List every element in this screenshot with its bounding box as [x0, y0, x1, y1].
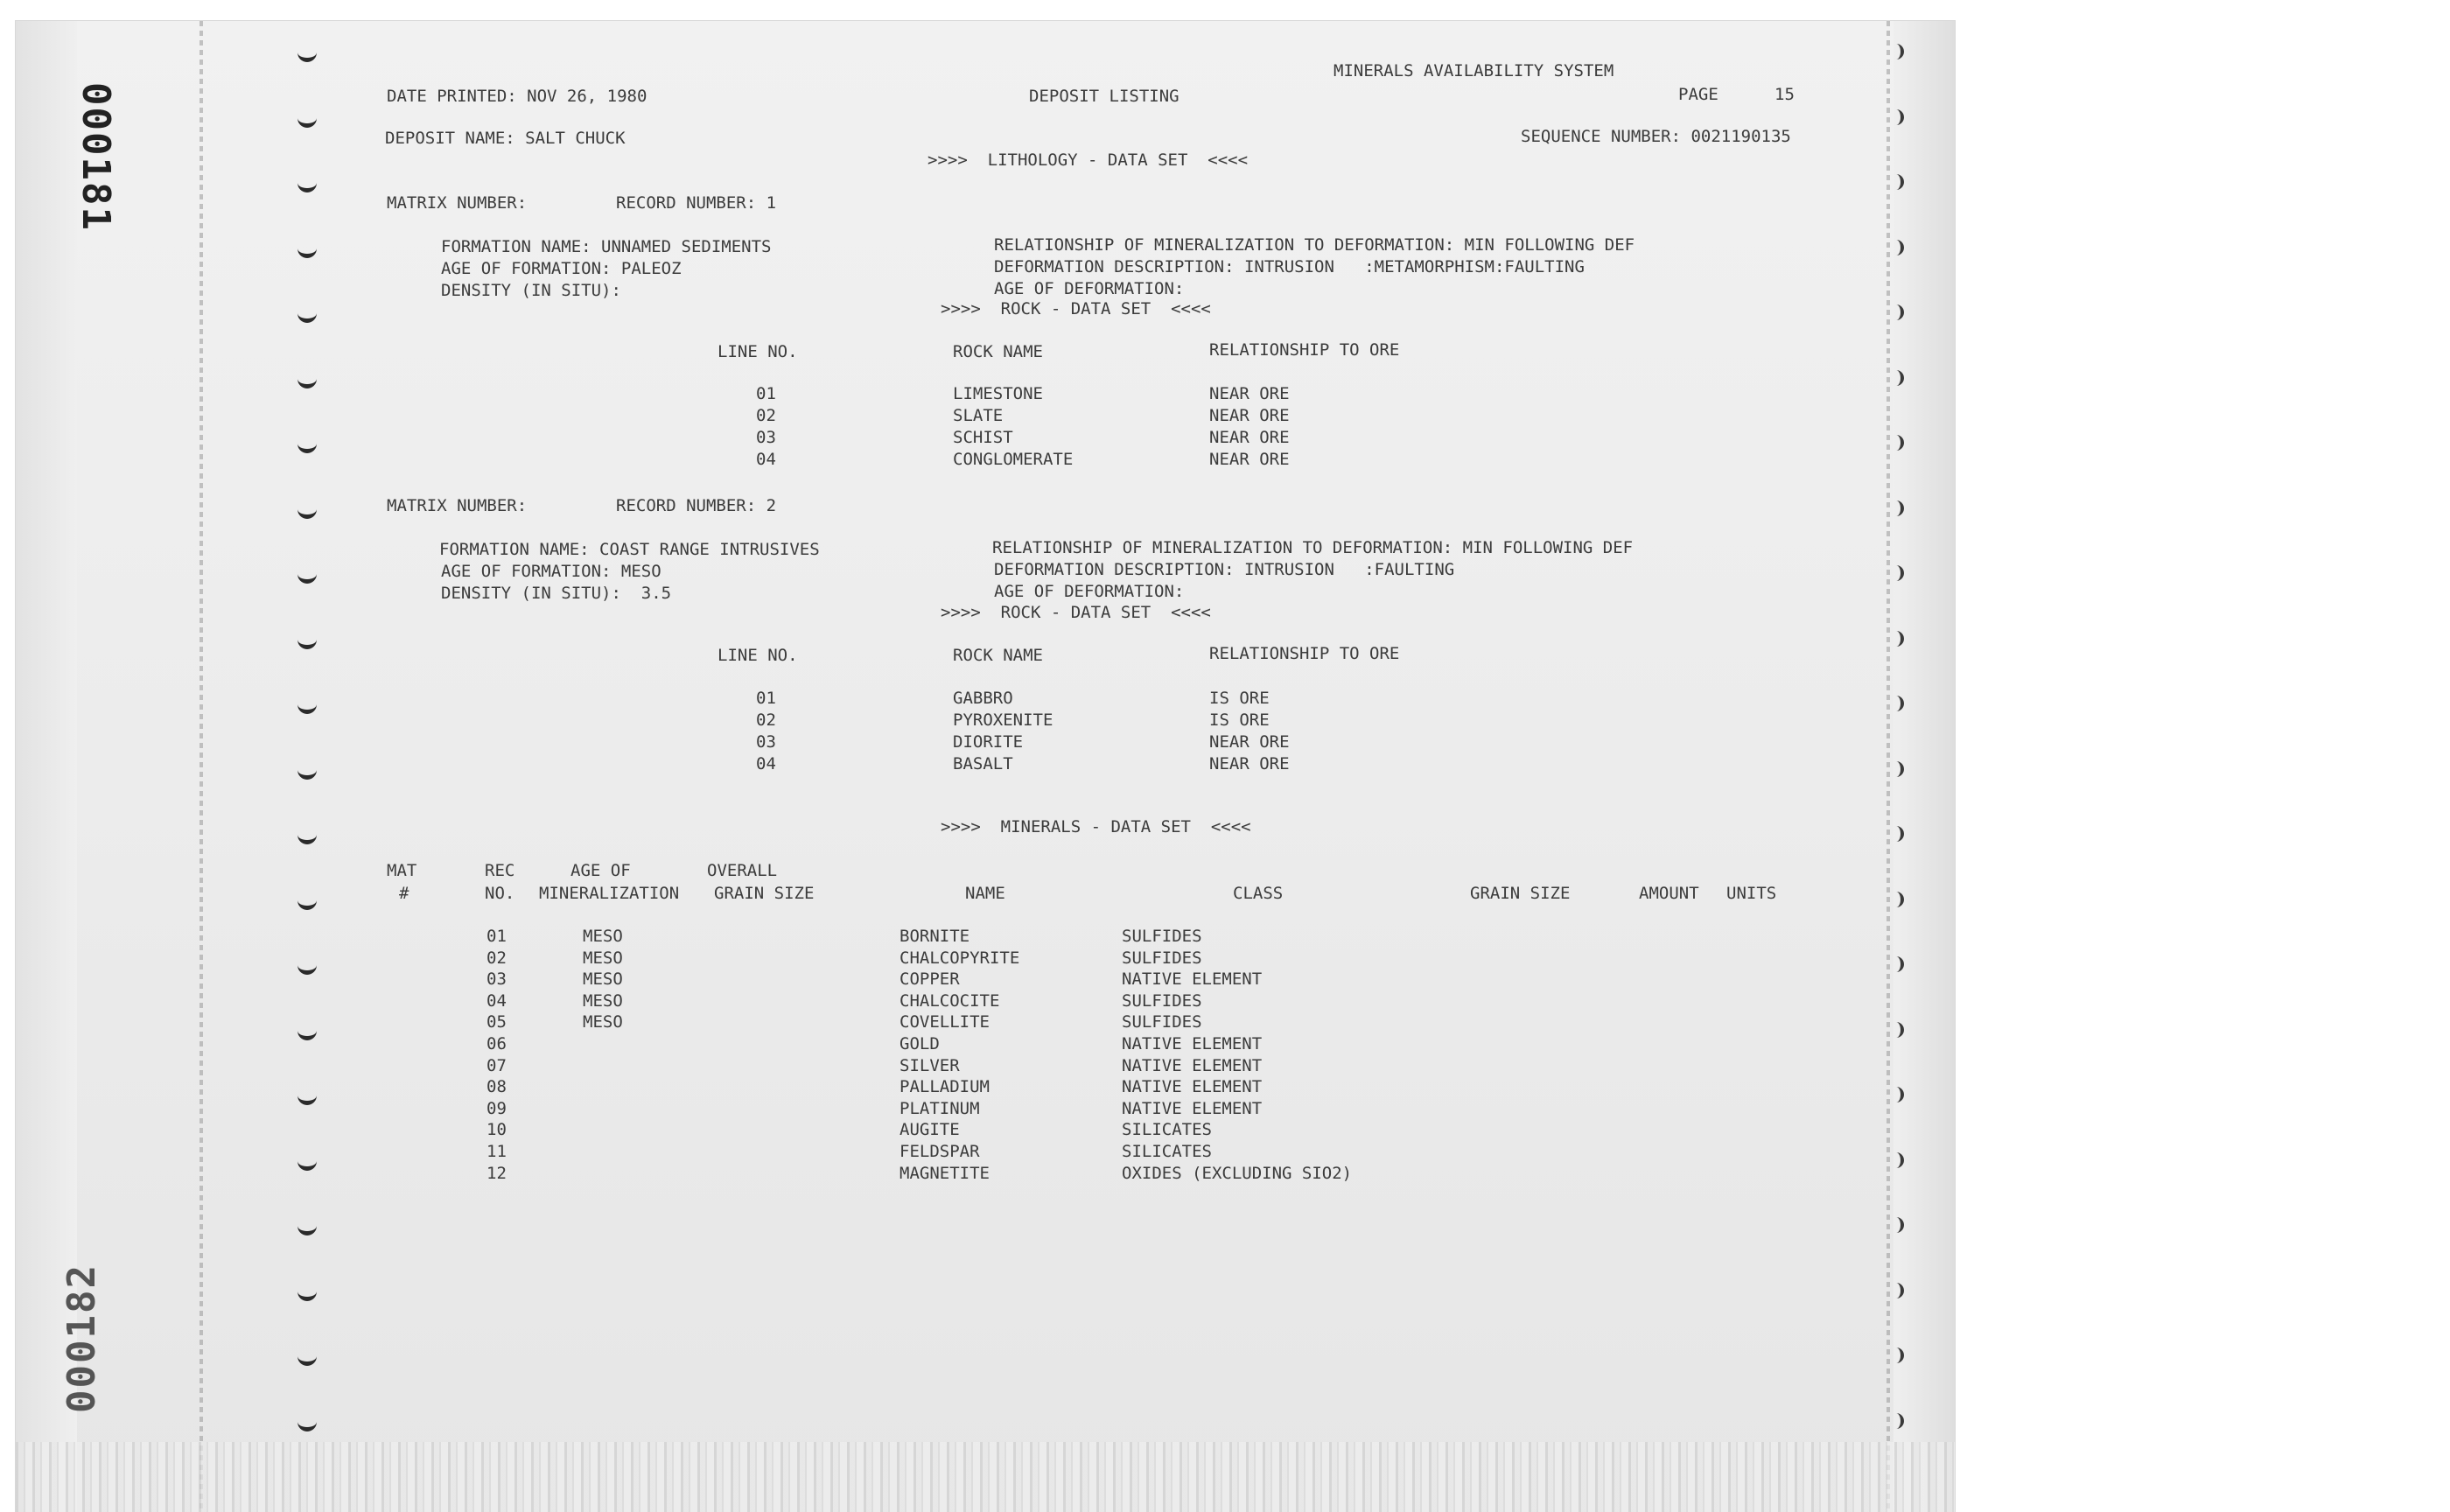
minerals-row-name: PLATINUM: [900, 1098, 980, 1118]
minerals-row-age: MESO: [583, 1012, 623, 1032]
minerals-col-units: UNITS: [1726, 884, 1777, 903]
tractor-hole-left: [298, 178, 317, 192]
lithology-set-title: >>>> LITHOLOGY - DATA SET <<<<: [928, 150, 1249, 170]
minerals-col-mat-hash: #: [399, 884, 410, 903]
minerals-row-name: SILVER: [900, 1055, 960, 1075]
matrix2-row-rock: GABBRO: [953, 689, 1013, 708]
sequence-number: SEQUENCE NUMBER: 0021190135: [1521, 127, 1791, 146]
minerals-row-name: FELDSPAR: [900, 1142, 980, 1161]
minerals-row-name: MAGNETITE: [900, 1163, 990, 1183]
minerals-col-age: AGE OF: [570, 861, 631, 880]
left-perforation: [200, 21, 203, 1512]
matrix1-formation-name: FORMATION NAME: UNNAMED SEDIMENTS: [441, 237, 772, 256]
printout-page: [16, 21, 1955, 1512]
matrix2-row-relationship: IS ORE: [1209, 689, 1270, 708]
minerals-col-rec-no: NO.: [485, 884, 515, 903]
tractor-hole-left: [298, 634, 317, 649]
tractor-hole-left: [298, 765, 317, 780]
matrix1-row-line: 04: [756, 450, 776, 469]
page-title: DEPOSIT LISTING: [1029, 87, 1180, 106]
matrix2-age-of-deformation: AGE OF DEFORMATION:: [994, 582, 1185, 601]
tractor-hole-left: [298, 113, 317, 128]
matrix2-col-rock: ROCK NAME: [953, 646, 1043, 665]
minerals-col-amount: AMOUNT: [1639, 884, 1699, 903]
tractor-hole-left: [298, 960, 317, 975]
matrix1-row-line: 03: [756, 428, 776, 447]
minerals-col-mat: MAT: [387, 861, 417, 880]
deposit-name: DEPOSIT NAME: SALT CHUCK: [385, 129, 626, 148]
tractor-hole-left: [298, 504, 317, 519]
minerals-row-rec: 09: [486, 1098, 507, 1118]
minerals-row-class: SILICATES: [1122, 1142, 1212, 1161]
tractor-hole-left: [298, 308, 317, 323]
bottom-scan-noise: [16, 1442, 1955, 1512]
matrix1-row-relationship: NEAR ORE: [1209, 384, 1290, 403]
tractor-hole-left: [298, 1026, 317, 1040]
matrix2-relationship: RELATIONSHIP OF MINERALIZATION TO DEFORMATION: MIN FOLLOWING DEF: [992, 538, 1634, 557]
minerals-col-mineralization: MINERALIZATION: [539, 884, 680, 903]
matrix1-record-number: RECORD NUMBER: 1: [616, 193, 777, 213]
tractor-hole-left: [298, 830, 317, 844]
matrix2-row-relationship: NEAR ORE: [1209, 732, 1290, 752]
matrix2-deformation: DEFORMATION DESCRIPTION: INTRUSION :FAULTING: [994, 560, 1455, 579]
matrix2-rock-set-title: >>>> ROCK - DATA SET <<<<: [941, 603, 1211, 622]
minerals-col-name: NAME: [965, 884, 1005, 903]
matrix2-row-rock: PYROXENITE: [953, 710, 1054, 730]
minerals-set-title: >>>> MINERALS - DATA SET <<<<: [941, 817, 1251, 836]
minerals-row-class: NATIVE ELEMENT: [1122, 1055, 1263, 1075]
matrix1-row-relationship: NEAR ORE: [1209, 428, 1290, 447]
tractor-hole-left: [298, 895, 317, 910]
minerals-row-rec: 06: [486, 1034, 507, 1054]
minerals-row-name: PALLADIUM: [900, 1077, 990, 1097]
tractor-hole-left: [298, 243, 317, 258]
matrix2-age-of-formation: AGE OF FORMATION: MESO: [441, 562, 662, 581]
minerals-row-age: MESO: [583, 927, 623, 946]
minerals-row-class: NATIVE ELEMENT: [1122, 1077, 1263, 1097]
minerals-row-rec: 11: [486, 1142, 507, 1161]
minerals-row-age: MESO: [583, 990, 623, 1011]
minerals-col-grain-size: GRAIN SIZE: [714, 884, 815, 903]
matrix2-row-line: 02: [756, 710, 776, 730]
minerals-row-rec: 10: [486, 1120, 507, 1140]
matrix2-density: DENSITY (IN SITU): 3.5: [441, 584, 672, 603]
matrix2-col-relationship: RELATIONSHIP TO ORE: [1209, 644, 1400, 663]
matrix2-row-rock: BASALT: [953, 754, 1013, 774]
matrix1-col-line: LINE NO.: [718, 342, 798, 361]
minerals-col-rec: REC: [485, 861, 515, 880]
minerals-row-class: SULFIDES: [1122, 927, 1202, 946]
tractor-hole-left: [298, 1090, 317, 1105]
matrix2-row-relationship: IS ORE: [1209, 710, 1270, 730]
minerals-row-name: AUGITE: [900, 1120, 960, 1140]
tractor-hole-left: [298, 47, 317, 62]
date-printed: DATE PRINTED: NOV 26, 1980: [387, 87, 648, 106]
matrix2-col-line: LINE NO.: [718, 646, 798, 665]
matrix2-row-line: 04: [756, 754, 776, 774]
matrix1-row-line: 02: [756, 406, 776, 425]
minerals-col-overall: OVERALL: [707, 861, 778, 880]
minerals-row-class: NATIVE ELEMENT: [1122, 970, 1263, 990]
page-stamp-bottom: 000182: [60, 1264, 104, 1413]
tractor-hole-left: [298, 1417, 317, 1432]
minerals-row-rec: 01: [486, 927, 507, 946]
minerals-col-grain: GRAIN SIZE: [1470, 884, 1571, 903]
minerals-row-class: OXIDES (EXCLUDING SIO2): [1122, 1163, 1353, 1183]
minerals-row-class: NATIVE ELEMENT: [1122, 1034, 1263, 1054]
matrix1-row-rock: CONGLOMERATE: [953, 450, 1074, 469]
minerals-row-rec: 03: [486, 970, 507, 990]
minerals-row-name: CHALCOCITE: [900, 990, 1000, 1011]
matrix1-row-line: 01: [756, 384, 776, 403]
minerals-row-age: MESO: [583, 948, 623, 968]
minerals-row-class: SULFIDES: [1122, 948, 1202, 968]
matrix1-row-rock: SLATE: [953, 406, 1004, 425]
matrix2-formation-name: FORMATION NAME: COAST RANGE INTRUSIVES: [439, 540, 820, 559]
matrix1-age-of-formation: AGE OF FORMATION: PALEOZ: [441, 259, 682, 278]
minerals-row-name: COVELLITE: [900, 1012, 990, 1032]
minerals-row-name: BORNITE: [900, 927, 970, 946]
minerals-row-rec: 04: [486, 990, 507, 1011]
tractor-hole-left: [298, 1351, 317, 1366]
minerals-row-class: SULFIDES: [1122, 1012, 1202, 1032]
minerals-row-class: SILICATES: [1122, 1120, 1212, 1140]
page-label: PAGE: [1678, 85, 1718, 104]
page-number: 15: [1774, 85, 1795, 104]
matrix2-row-rock: DIORITE: [953, 732, 1024, 752]
minerals-row-class: NATIVE ELEMENT: [1122, 1098, 1263, 1118]
minerals-row-name: CHALCOPYRITE: [900, 948, 1020, 968]
system-name: MINERALS AVAILABILITY SYSTEM: [1334, 61, 1614, 80]
minerals-row-class: SULFIDES: [1122, 990, 1202, 1011]
minerals-col-class: CLASS: [1233, 884, 1284, 903]
tractor-hole-left: [298, 699, 317, 714]
tractor-hole-left: [298, 1156, 317, 1171]
minerals-row-name: GOLD: [900, 1034, 940, 1054]
matrix1-col-relationship: RELATIONSHIP TO ORE: [1209, 340, 1400, 360]
minerals-row-rec: 12: [486, 1163, 507, 1183]
tractor-hole-left: [298, 438, 317, 453]
matrix2-matrix-number: MATRIX NUMBER:: [387, 496, 528, 515]
tractor-hole-left: [298, 374, 317, 388]
matrix1-relationship: RELATIONSHIP OF MINERALIZATION TO DEFORMATION: MIN FOLLOWING DEF: [994, 235, 1635, 255]
matrix1-age-of-deformation: AGE OF DEFORMATION:: [994, 279, 1185, 298]
matrix1-row-rock: SCHIST: [953, 428, 1013, 447]
minerals-row-age: MESO: [583, 970, 623, 990]
matrix2-row-relationship: NEAR ORE: [1209, 754, 1290, 774]
matrix1-row-rock: LIMESTONE: [953, 384, 1043, 403]
minerals-row-rec: 02: [486, 948, 507, 968]
right-perforation: [1886, 21, 1890, 1512]
matrix1-col-rock: ROCK NAME: [953, 342, 1043, 361]
matrix2-row-line: 03: [756, 732, 776, 752]
minerals-row-rec: 05: [486, 1012, 507, 1032]
matrix1-density: DENSITY (IN SITU):: [441, 281, 621, 300]
matrix2-row-line: 01: [756, 689, 776, 708]
tractor-hole-left: [298, 1286, 317, 1301]
minerals-row-rec: 07: [486, 1055, 507, 1075]
matrix2-record-number: RECORD NUMBER: 2: [616, 496, 777, 515]
page-stamp-top: 000181: [74, 82, 118, 232]
tractor-hole-left: [298, 1221, 317, 1236]
minerals-row-rec: 08: [486, 1077, 507, 1097]
minerals-row-name: COPPER: [900, 970, 960, 990]
matrix1-matrix-number: MATRIX NUMBER:: [387, 193, 528, 213]
matrix1-row-relationship: NEAR ORE: [1209, 406, 1290, 425]
matrix1-rock-set-title: >>>> ROCK - DATA SET <<<<: [941, 299, 1211, 318]
matrix1-row-relationship: NEAR ORE: [1209, 450, 1290, 469]
matrix1-deformation: DEFORMATION DESCRIPTION: INTRUSION :METAMORPHISM:FAULTING: [994, 257, 1585, 276]
tractor-hole-left: [298, 569, 317, 584]
